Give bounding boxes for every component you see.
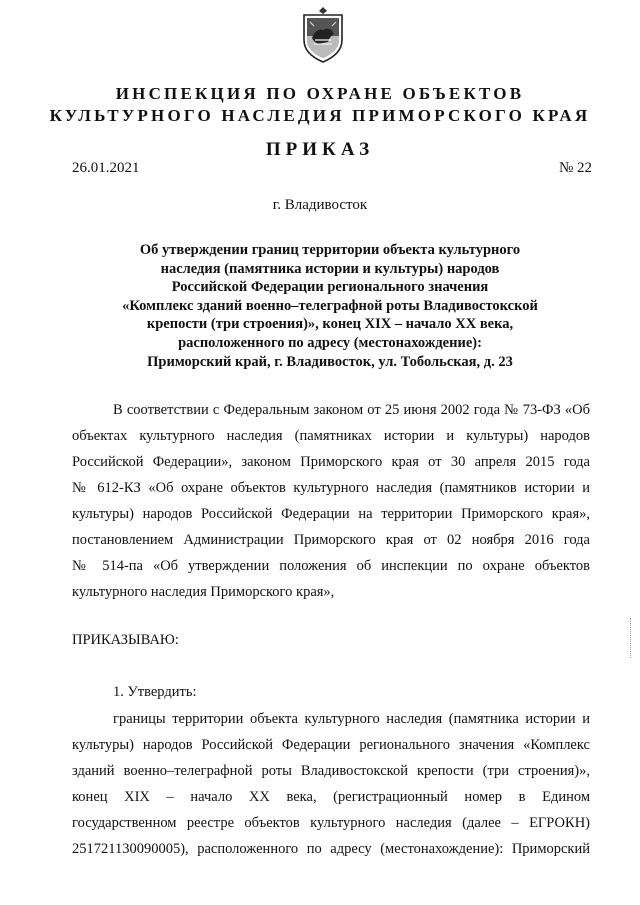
item1-heading: 1. Утвердить:: [113, 684, 197, 700]
document-number: № 22: [558, 160, 592, 176]
subject-line: Приморский край, г. Владивосток, ул. Тобольская, д. 23: [147, 353, 513, 370]
item1-line: культуры) народов Российской Федерации регионального значения «Комплекс: [72, 737, 590, 753]
document-type-title: ПРИКАЗ: [265, 139, 375, 160]
preamble-line: № 514-па «Об утверждении положения об инспекции по охране объектов: [72, 558, 590, 574]
item1-line: границы территории объекта культурного наследия (памятника истории и: [113, 711, 590, 727]
item1-line: конец XIX – начало XX века, (регистрационный номер в Едином: [72, 789, 590, 805]
preamble-line: объектах культурного наследия (памятниках истории и культуры) народов: [72, 428, 590, 444]
org-name-line2: КУЛЬТУРНОГО НАСЛЕДИЯ ПРИМОРСКОГО КРАЯ: [49, 106, 591, 125]
preamble-line: культуры) народов Российской Федерации на территории Приморского края»,: [72, 506, 590, 522]
subject-line: наследия (памятника истории и культуры) народов: [160, 260, 500, 277]
item1-line: зданий военно–телеграфной роты Владивостокской крепости (три строения)»,: [72, 763, 590, 779]
subject-line: Российской Федерации регионального значения: [171, 279, 489, 296]
org-name-line1: ИНСПЕКЦИЯ ПО ОХРАНЕ ОБЪЕКТОВ: [115, 84, 525, 103]
preamble-line: Российской Федерации», законом Приморского края от 30 апреля 2015 года: [72, 454, 590, 470]
document-subject: [100, 241, 560, 371]
order-word: ПРИКАЗЫВАЮ:: [72, 632, 179, 648]
preamble-line: В соответствии с Федеральным законом от 25 июня 2002 года № 73-ФЗ «Об: [113, 402, 590, 418]
coat-of-arms-icon: [300, 6, 346, 64]
item1-line: государственном реестре объектов культурного наследия (далее – ЕГРОКН): [72, 815, 590, 831]
item1-line: 251721130090005), расположенного по адресу (местонахождение): Приморский: [72, 841, 590, 857]
preamble-line: культурного наследия Приморского края»,: [72, 584, 335, 600]
preamble-line: постановлением Администрации Приморского края от 02 ноября 2016 года: [72, 532, 590, 548]
subject-line: расположенного по адресу (местонахождение):: [178, 334, 482, 351]
document-date: 26.01.2021: [72, 160, 140, 176]
preamble-line: № 612-КЗ «Об охране объектов культурного наследия (памятников истории и: [72, 480, 590, 496]
margin-scan-mark: [630, 618, 636, 658]
subject-line: крепости (три строения)», конец XIX – начало XX века,: [146, 316, 514, 333]
subject-line: «Комплекс зданий военно–телеграфной роты Владивостокской: [122, 297, 538, 314]
document-city: г. Владивосток: [272, 197, 368, 213]
subject-line: Об утверждении границ территории объекта культурного: [139, 242, 521, 258]
